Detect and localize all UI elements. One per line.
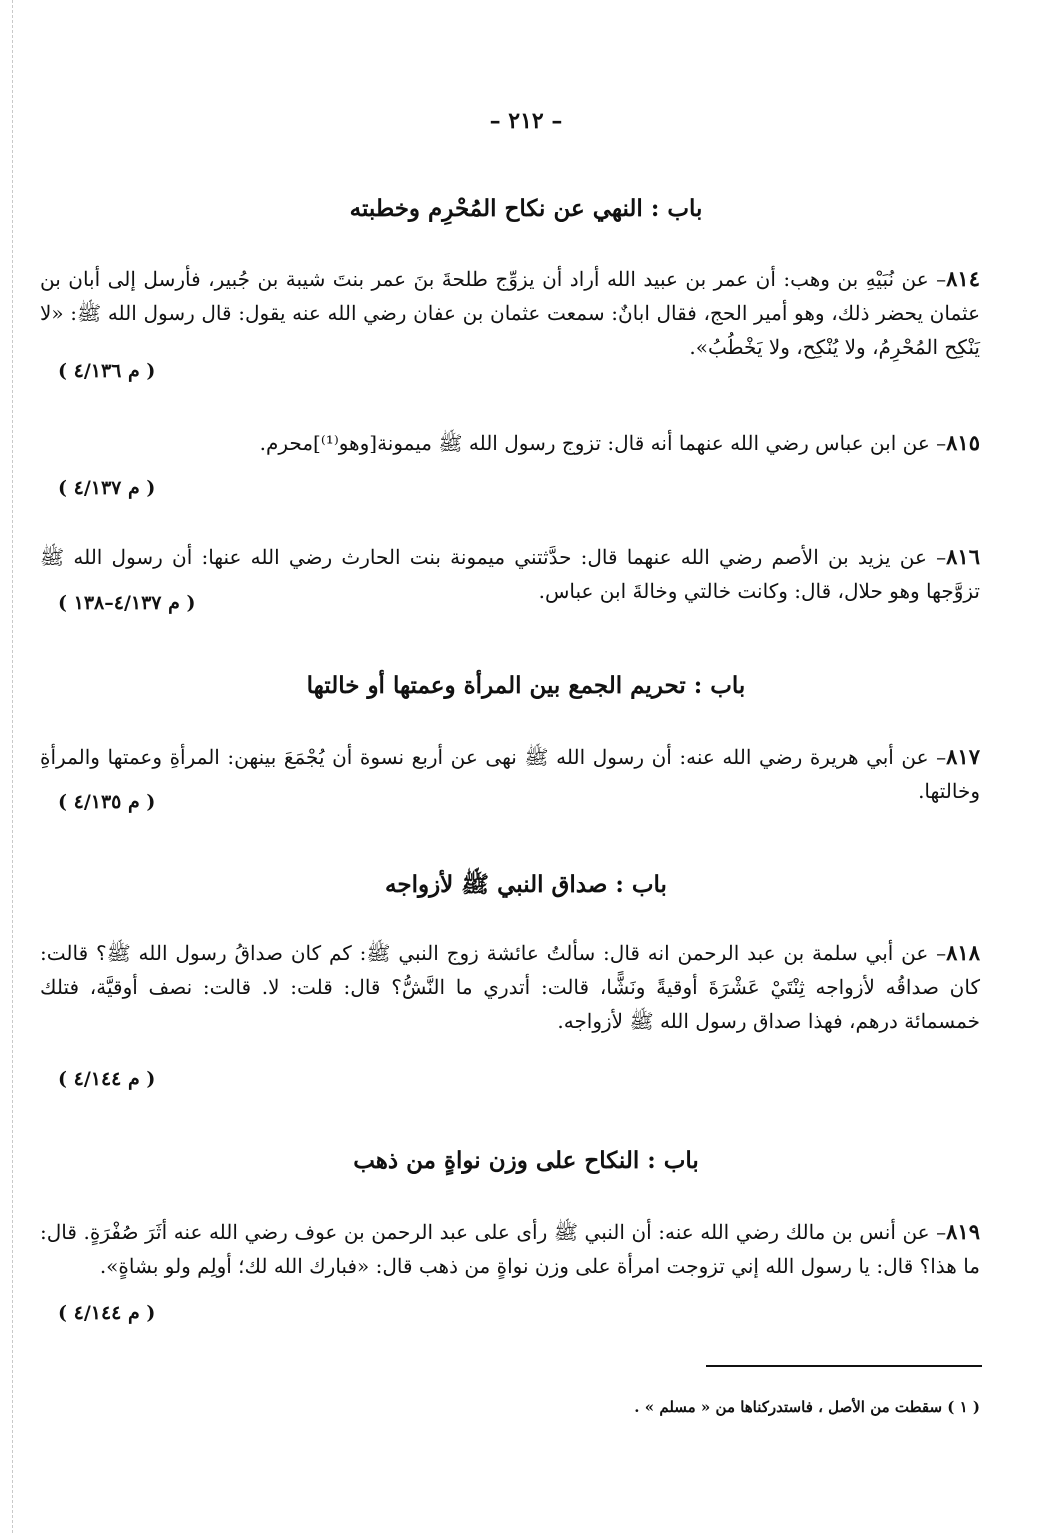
hadith-text: – عن أنس بن مالك رضي الله عنه: أن النبي ﷺ رأى على عبد الرحمن بن عوف رضي الله عنه أثَرَ صُفْرَةٍ. قال: ما هذا؟ قال: يا رسول الله إني تزوجت امرأة على وزن نواةٍ من ذهب قال: «فبارك الله لك؛ أولِم ولو بشاةٍ». bbox=[40, 1220, 980, 1278]
scan-edge-line bbox=[12, 0, 14, 1533]
hadith-815-reference: ( م ٤/١٣٧ ) bbox=[58, 477, 156, 499]
chapter-heading-3: باب : صداق النبي ﷺ لأزواجه bbox=[385, 871, 667, 898]
chapter-heading-2: باب : تحريم الجمع بين المرأة وعمتها أو خالتها bbox=[306, 672, 746, 699]
hadith-816-reference: ( م ٤/١٣٧–١٣٨ ) bbox=[58, 592, 196, 614]
chapter-heading-1: باب : النهي عن نكاح المُحْرِم وخطبته bbox=[349, 195, 703, 222]
hadith-text: – عن ابن عباس رضي الله عنهما أنه قال: تزوج رسول الله ﷺ ميمونة[وهو⁽¹⁾]محرم. bbox=[259, 431, 947, 455]
hadith-number: ٨١٧ bbox=[946, 744, 980, 769]
hadith-text: – عن يزيد بن الأصم رضي الله عنهما قال: حدَّثتني ميمونة بنت الحارث رضي الله عنها: أن رسول الله ﷺ تزوَّجها وهو حلال، قال: وكانت خالتي وخالةَ ابن عباس. bbox=[40, 545, 980, 603]
hadith-817 bbox=[40, 740, 980, 808]
chapter-heading-4: باب : النكاح على وزن نواةٍ من ذهب bbox=[353, 1147, 699, 1174]
hadith-817-reference: ( م ٤/١٣٥ ) bbox=[58, 791, 156, 813]
hadith-text: – عن أبي هريرة رضي الله عنه: أن رسول الله ﷺ نهى عن أربع نسوة أن يُجْمَعَ بينهن: المرأةِ وعمتها والمرأةِ وخالتها. bbox=[40, 745, 980, 803]
hadith-818 bbox=[40, 936, 980, 1038]
hadith-814-reference: ( م ٤/١٣٦ ) bbox=[58, 360, 156, 382]
hadith-815 bbox=[40, 426, 980, 460]
hadith-818-reference: ( م ٤/١٤٤ ) bbox=[58, 1068, 156, 1090]
hadith-text: – عن نُبَيْهِ بن وهب: أن عمر بن عبيد الله أراد أن يزوِّج طلحةَ بنَ عمر بنتَ شيبة بن جُبير، فأرسل إلى أبان بن عثمان يحضر ذلك، وهو أمير الحج، فقال ابانٌ: سمعت عثمان بن عفان رضي الله عنه يقول: قال رسول الله ﷺ: «لا يَنْكِح المُحْرِمُ، ولا يُنْكِح، ولا يَخْطُبُ». bbox=[40, 267, 980, 359]
hadith-number: ٨١٩ bbox=[946, 1219, 980, 1244]
hadith-819 bbox=[40, 1215, 980, 1283]
footnote: ( ١ ) سقطت من الأصل ، فاستدركناها من « مسلم » . bbox=[634, 1398, 980, 1416]
hadith-number: ٨١٨ bbox=[946, 940, 980, 965]
hadith-number: ٨١٥ bbox=[946, 430, 980, 455]
hadith-819-reference: ( م ٤/١٤٤ ) bbox=[58, 1302, 156, 1324]
page-number: – ٢١٢ – bbox=[489, 108, 563, 134]
footnote-divider bbox=[706, 1365, 982, 1367]
hadith-text: – عن أبي سلمة بن عبد الرحمن انه قال: سألتُ عائشة زوج النبي ﷺ: كم كان صداقُ رسول الله ﷺ؟ قالت: كان صداقُه لأزواجه ثِنْتَيْ عَشْرَةَ أوقيةً ونَشًّا، قالت: أتدري ما النَّشُّ؟ قال: قلت: لا. قالت: نصف أوقيَّة، فتلك خمسمائة درهم، فهذا صداق رسول الله ﷺ لأزواجه. bbox=[40, 941, 980, 1033]
hadith-number: ٨١٤ bbox=[946, 266, 980, 291]
hadith-814 bbox=[40, 262, 980, 364]
hadith-number: ٨١٦ bbox=[946, 544, 980, 569]
